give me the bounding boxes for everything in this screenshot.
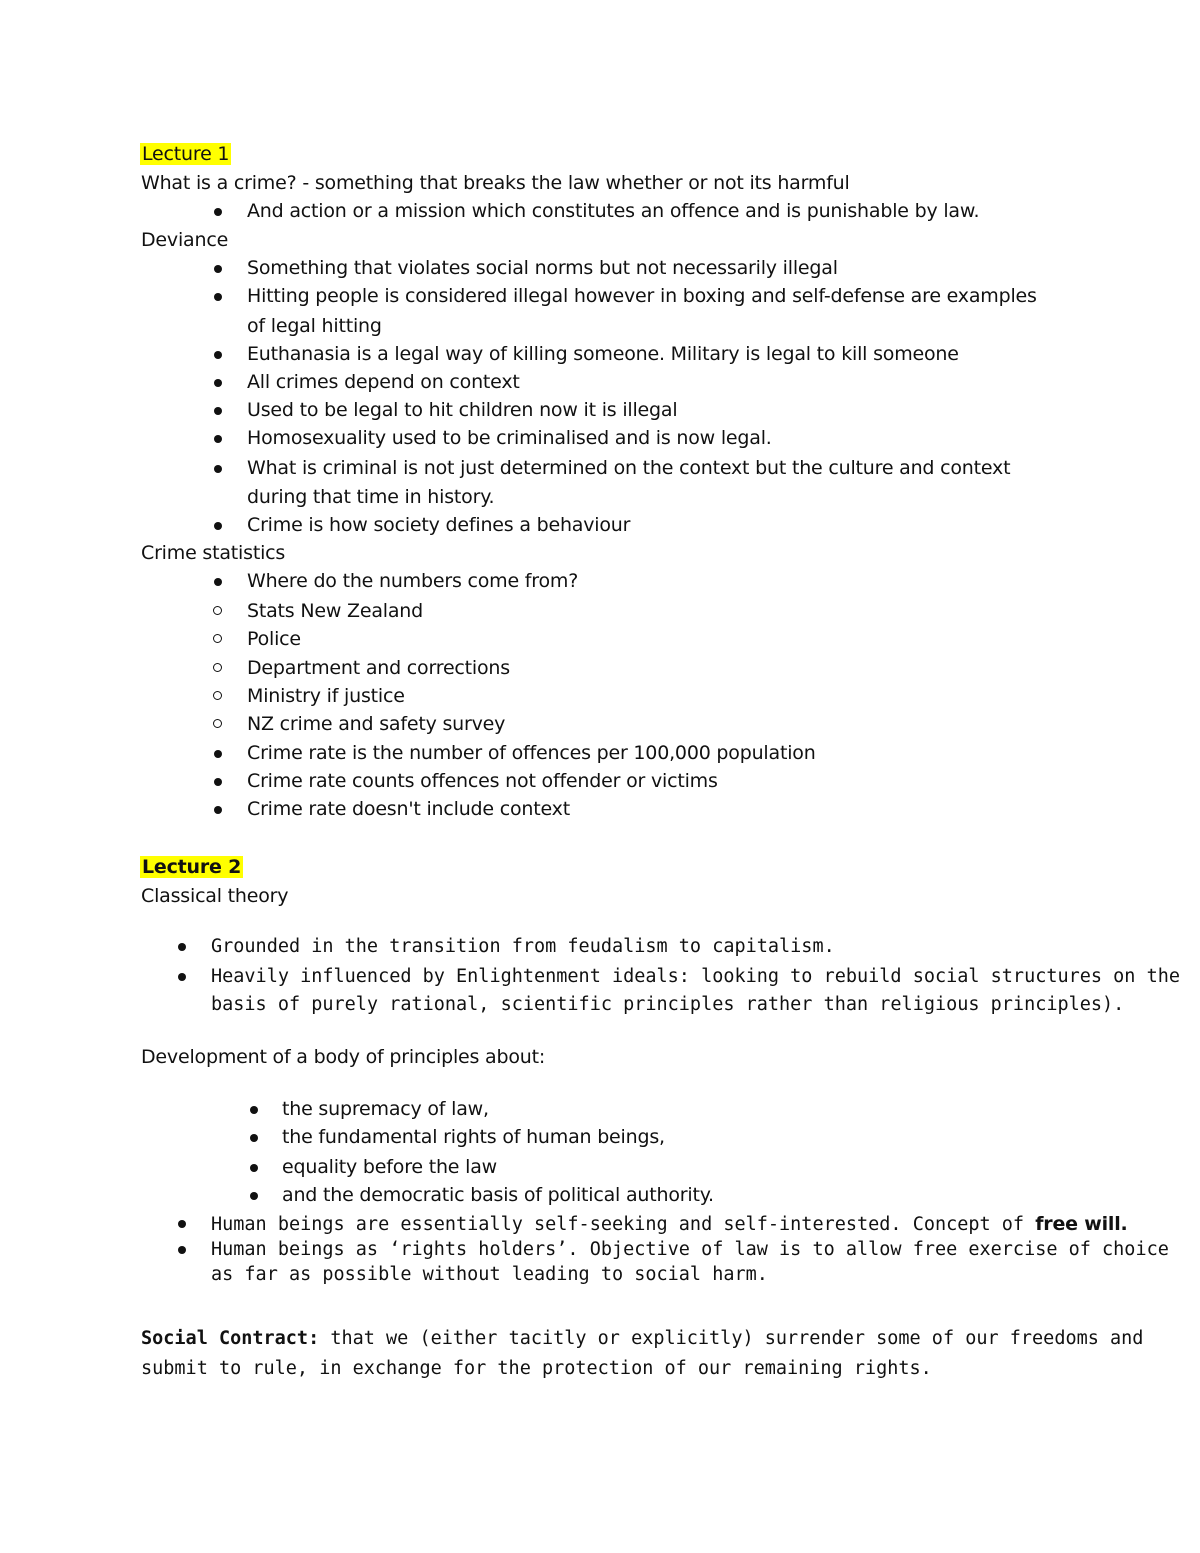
list-item: Something that violates social norms but not necessarily illegal [247, 257, 838, 279]
list-item-continuation: during that time in history. [247, 486, 495, 508]
hollow-bullet-icon [213, 606, 222, 615]
bullet-icon [214, 522, 222, 530]
free-will-sentence: Human beings are essentially self-seeking and self-interested. Concept of [211, 1214, 1036, 1235]
principles-intro: Development of a body of principles about: [141, 1046, 546, 1068]
bullet-icon [214, 379, 222, 387]
list-item: And action or a mission which constitutes an offence and is punishable by law. [247, 200, 980, 222]
lecture-2-heading [140, 855, 243, 879]
principle-item: the supremacy of law, [282, 1098, 489, 1120]
sub-list-item: Department and corrections [247, 657, 510, 679]
sub-list-item: Ministry if justice [247, 685, 405, 707]
list-item: What is criminal is not just determined on the context but the culture and context [247, 457, 1011, 479]
list-item-continuation: as far as possible without leading to social harm. [211, 1264, 768, 1285]
crime-statistics-heading: Crime statistics [141, 542, 286, 564]
hollow-bullet-icon [213, 691, 222, 700]
classical-theory-heading: Classical theory [141, 885, 289, 907]
bullet-icon [250, 1164, 258, 1172]
bullet-icon [178, 943, 186, 951]
list-item: Grounded in the transition from feudalism to capitalism. [211, 936, 835, 957]
sub-list-item: Police [247, 628, 301, 650]
bullet-icon [250, 1106, 258, 1114]
list-item: All crimes depend on context [247, 371, 520, 393]
list-item: Heavily influenced by Enlightenment ideals: looking to rebuild social structures on the [211, 966, 1181, 987]
hollow-bullet-icon [213, 634, 222, 643]
lecture-2-heading-text: Lecture 2 [142, 856, 242, 878]
bullet-icon [214, 578, 222, 586]
hollow-bullet-icon [213, 663, 222, 672]
list-item [211, 1212, 1128, 1237]
principle-item: and the democratic basis of political authority. [282, 1184, 714, 1206]
bullet-icon [214, 265, 222, 273]
bullet-icon [214, 407, 222, 415]
principle-item: the fundamental rights of human beings, [282, 1126, 665, 1148]
hollow-bullet-icon [213, 719, 222, 728]
bullet-icon [178, 973, 186, 981]
crime-definition: What is a crime? - something that breaks the law whether or not its harmful [141, 172, 850, 194]
bullet-icon [250, 1134, 258, 1142]
social-contract-paragraph [141, 1327, 1143, 1351]
list-item: Crime rate counts offences not offender or victims [247, 770, 718, 792]
list-item: Crime is how society defines a behaviour [247, 514, 631, 536]
social-contract-continuation: submit to rule, in exchange for the protection of our remaining rights. [141, 1358, 932, 1379]
list-item: Euthanasia is a legal way of killing someone. Military is legal to kill someone [247, 343, 959, 365]
bullet-icon [178, 1246, 186, 1254]
sub-list-item: Stats New Zealand [247, 600, 423, 622]
social-contract-label: Social Contract: [141, 1328, 320, 1349]
bullet-icon [250, 1192, 258, 1200]
list-item: Homosexuality used to be criminalised and is now legal. [247, 427, 772, 449]
list-item: Used to be legal to hit children now it is illegal [247, 399, 678, 421]
bullet-icon [214, 293, 222, 301]
deviance-heading: Deviance [141, 229, 229, 251]
list-item: Crime rate doesn't include context [247, 798, 570, 820]
bullet-icon [214, 351, 222, 359]
bullet-icon [214, 806, 222, 814]
list-item: Where do the numbers come from? [247, 570, 579, 592]
list-item: Hitting people is considered illegal however in boxing and self-defense are examples [247, 285, 1037, 307]
bullet-icon [214, 435, 222, 443]
lecture-1-heading-text: Lecture 1 [142, 143, 230, 165]
bullet-icon [214, 465, 222, 473]
principle-item: equality before the law [282, 1156, 497, 1178]
lecture-1-heading [140, 142, 231, 166]
social-contract-text: that we (either tacitly or explicitly) surrender some of our freedoms and [319, 1328, 1144, 1349]
bullet-icon [214, 208, 222, 216]
list-item: Crime rate is the number of offences per 100,000 population [247, 742, 816, 764]
bullet-icon [214, 750, 222, 758]
bullet-icon [214, 778, 222, 786]
free-will-term: free will. [1035, 1213, 1128, 1235]
list-item: Human beings as ‘rights holders’. Objective of law is to allow free exercise of choice [211, 1239, 1169, 1260]
list-item-continuation: basis of purely rational, scientific principles rather than religious principles). [211, 994, 1125, 1015]
list-item-continuation: of legal hitting [247, 315, 382, 337]
bullet-icon [178, 1220, 186, 1228]
sub-list-item: NZ crime and safety survey [247, 713, 506, 735]
